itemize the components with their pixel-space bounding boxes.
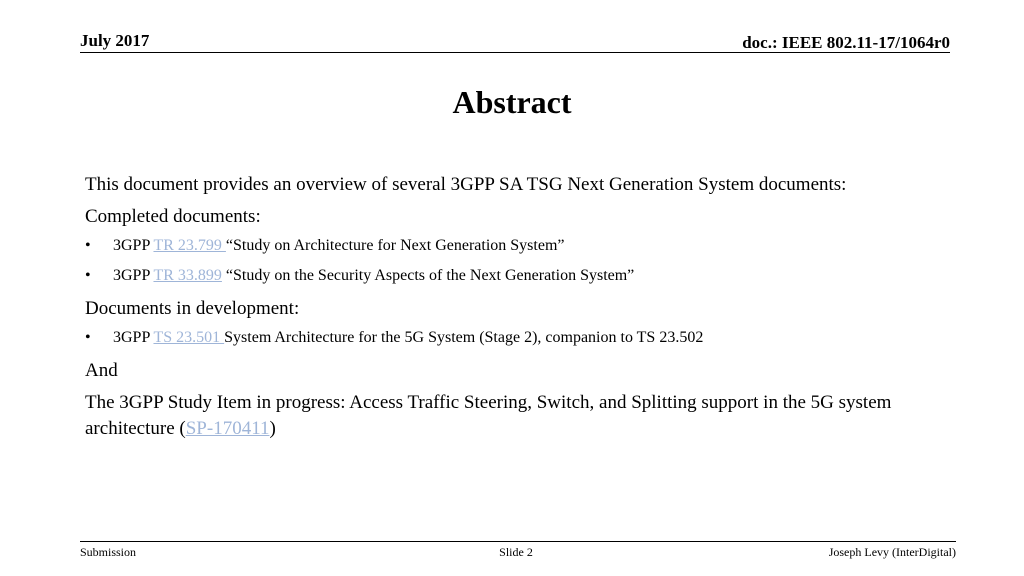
bullet-prefix: 3GPP — [113, 329, 154, 346]
bullet-text: System Architecture for the 5G System (Stage 2), companion to TS 23.502 — [224, 329, 704, 346]
bullet-dot: • — [85, 267, 91, 284]
slide-body — [85, 172, 955, 448]
study-text: The 3GPP Study Item in progress: Access Traffic Steering, Switch, and Splitting support in the 5G system architecture ( — [85, 392, 892, 439]
footer-submission: Submission — [80, 545, 137, 559]
header-date: July 2017 — [80, 31, 150, 50]
study-item-paragraph — [85, 390, 955, 442]
header-doc-id: doc.: IEEE 802.11-17/1064r0 — [742, 33, 950, 52]
bullet-prefix: 3GPP — [113, 267, 154, 284]
slide-title: Abstract — [452, 84, 572, 120]
doc-link-sp170411[interactable]: SP-170411 — [185, 418, 270, 439]
bullet-dot: • — [85, 237, 91, 254]
doc-link-ts23501[interactable]: TS 23.501 — [153, 329, 225, 346]
bullet-item — [85, 236, 955, 256]
intro-paragraph: This document provides an overview of several 3GPP SA TSG Next Generation System documents: — [85, 174, 847, 195]
bullet-item — [85, 328, 955, 348]
footer-slide-number: Slide 2 — [499, 545, 533, 559]
footer-author: Joseph Levy (InterDigital) — [828, 545, 956, 559]
bullet-text: “Study on the Security Aspects of the Next Generation System” — [221, 267, 635, 284]
completed-heading: Completed documents: — [85, 206, 261, 227]
header-divider — [80, 52, 950, 53]
bullet-text: “Study on Architecture for Next Generation System” — [225, 237, 565, 254]
bullet-item — [85, 266, 955, 286]
bullet-dot: • — [85, 329, 91, 346]
footer-divider — [80, 541, 956, 542]
and-paragraph: And — [85, 360, 118, 381]
doc-link-tr23799[interactable]: TR 23.799 — [153, 237, 226, 254]
study-close: ) — [269, 418, 276, 439]
doc-link-tr33899[interactable]: TR 33.899 — [153, 267, 222, 284]
development-heading: Documents in development: — [85, 298, 300, 319]
bullet-prefix: 3GPP — [113, 237, 154, 254]
